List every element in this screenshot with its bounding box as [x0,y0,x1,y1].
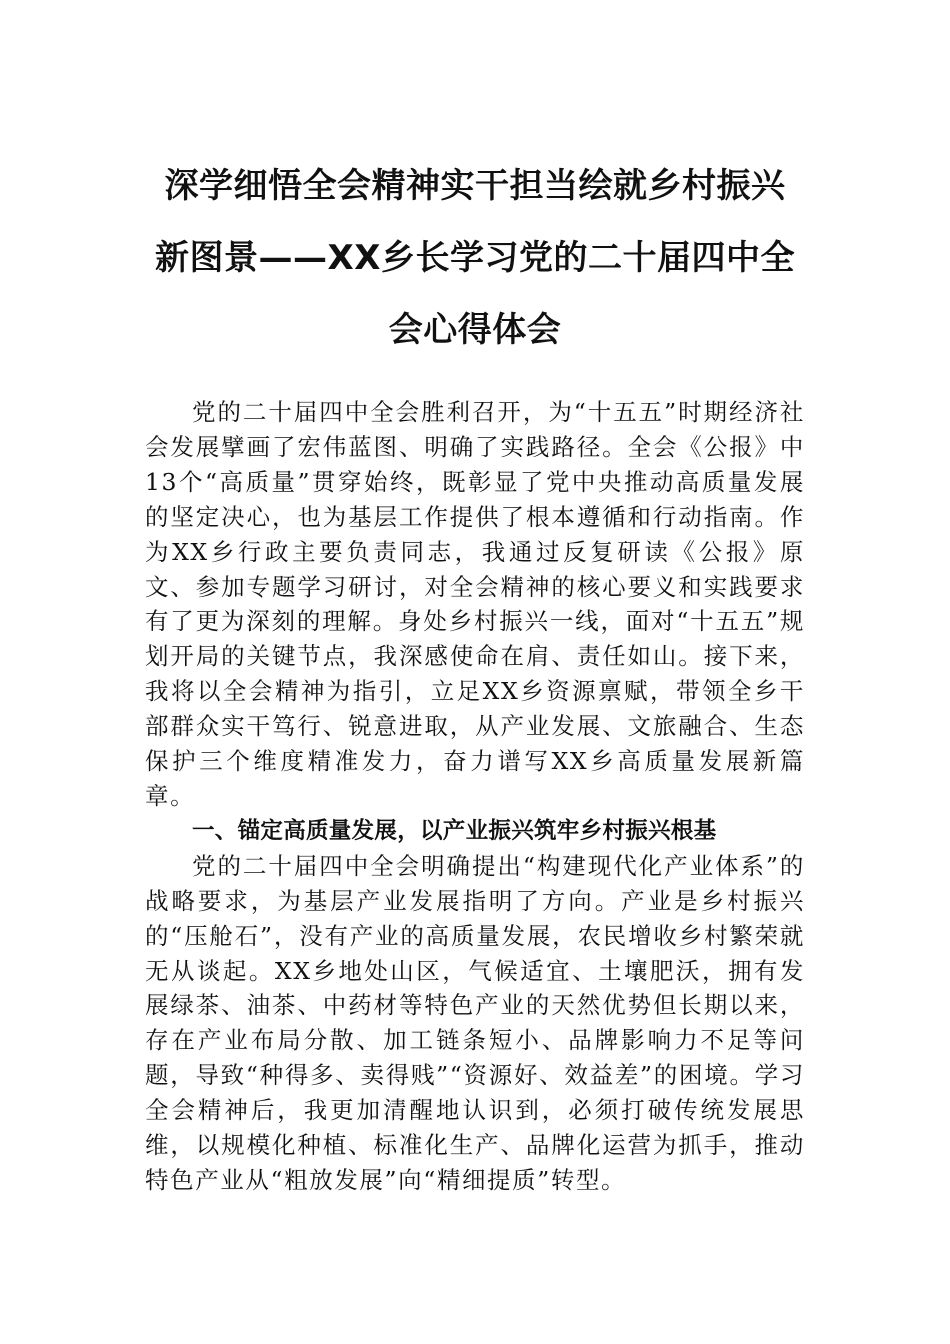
intro-paragraph: 党的二十届四中全会胜利召开，为“十五五”时期经济社会发展擘画了宏伟蓝图、明确了实践路径。全会《公报》中13个“高质量”贯穿始终，既彰显了党中央推动高质量发展的坚定决心，也为基层工作提供了根本遵循和行动指南。作为XX乡行政主要负责同志，我通过反复研读《公报》原文、参加专题学习研讨，对全会精神的核心要义和实践要求有了更为深刻的理解。身处乡村振兴一线，面对“十五五”规划开局的关键节点，我深感使命在肩、责任如山。接下来，我将以全会精神为指引，立足XX乡资源禀赋，带领全乡干部群众实干笃行、锐意进取，从产业发展、文旅融合、生态保护三个维度精准发力，奋力谱写XX乡高质量发展新篇章。 [145,398,805,810]
section-1-heading: 一、锚定高质量发展，以产业振兴筑牢乡村振兴根基 [192,817,717,844]
title-line-2: 新图景——XX乡长学习党的二十届四中全 [155,238,795,278]
document-title [140,150,810,366]
title-line-3: 会心得体会 [388,310,562,350]
title-line-1: 深学细悟全会精神实干担当绘就乡村振兴 [164,166,786,206]
section-1-paragraph: 党的二十届四中全会明确提出“构建现代化产业体系”的战略要求，为基层产业发展指明了方向。产业是乡村振兴的“压舱石”，没有产业的高质量发展，农民增收乡村繁荣就无从谈起。XX乡地处山区，气候适宜、土壤肥沃，拥有发展绿茶、油茶、中药材等特色产业的天然优势但长期以来，存在产业布局分散、加工链条短小、品牌影响力不足等问题，导致“种得多、卖得贱”“资源好、效益差”的困境。学习全会精神后，我更加清醒地认识到，必须打破传统发展思维，以规模化种植、标准化生产、品牌化运营为抓手，推动特色产业从“粗放发展”向“精细提质”转型。 [145,851,805,1194]
document-body [145,395,805,1198]
